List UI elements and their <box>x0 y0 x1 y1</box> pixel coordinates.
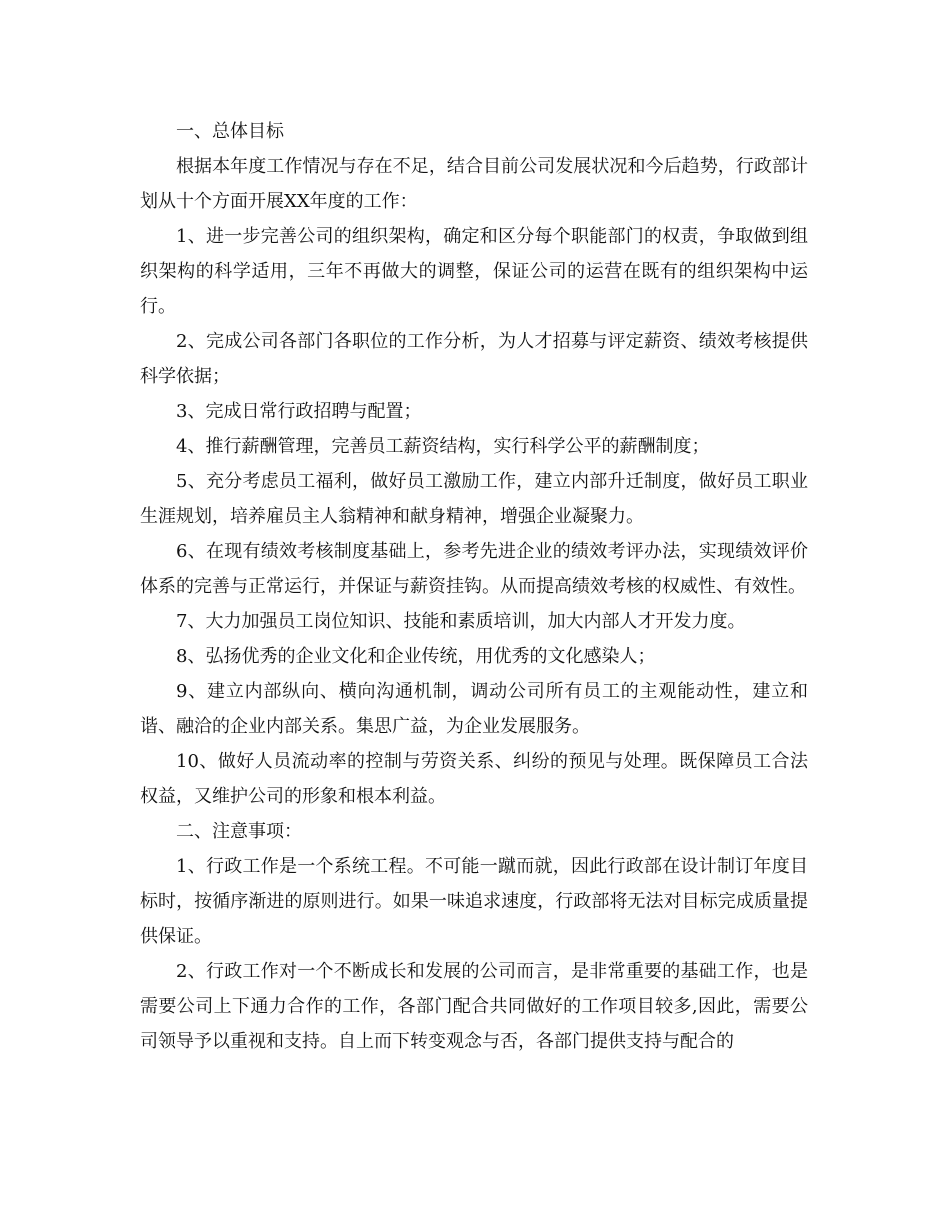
goal-item-4: 4、推行薪酬管理，完善员工薪资结构，实行科学公平的薪酬制度； <box>176 436 710 457</box>
section-heading-notes: 二、注意事项： <box>176 821 302 842</box>
goal-item-6: 6、在现有绩效考核制度基础上，参考先进企业的绩效考评办法，实现绩效评价体系的完善与正常运行，并保证与薪资挂钩。从而提高绩效考核的权威性、有效性。 <box>140 541 808 597</box>
section-heading-overall-goals: 一、总体目标 <box>176 121 284 142</box>
goal-item-3: 3、完成日常行政招聘与配置； <box>176 401 422 422</box>
intro-paragraph: 根据本年度工作情况与存在不足，结合目前公司发展状况和今后趋势，行政部计划从十个方面开展XX年度的工作： <box>140 156 808 212</box>
document-body <box>140 114 808 1059</box>
note-item-1: 1、行政工作是一个系统工程。不可能一蹴而就，因此行政部在设计制订年度目标时，按循序渐进的原则进行。如果一味追求速度，行政部将无法对目标完成质量提供保证。 <box>140 856 808 947</box>
goal-item-8: 8、弘扬优秀的企业文化和企业传统，用优秀的文化感染人； <box>176 646 656 667</box>
goal-item-9: 9、建立内部纵向、横向沟通机制，调动公司所有员工的主观能动性，建立和谐、融洽的企业内部关系。集思广益，为企业发展服务。 <box>140 681 808 737</box>
goal-item-7: 7、大力加强员工岗位知识、技能和素质培训，加大内部人才开发力度。 <box>176 611 746 632</box>
goal-item-10: 10、做好人员流动率的控制与劳资关系、纠纷的预见与处理。既保障员工合法权益，又维护公司的形象和根本利益。 <box>140 751 808 807</box>
goal-item-1: 1、进一步完善公司的组织架构，确定和区分每个职能部门的权责，争取做到组织架构的科学适用，三年不再做大的调整，保证公司的运营在既有的组织架构中运行。 <box>140 226 808 317</box>
goal-item-2: 2、完成公司各部门各职位的工作分析，为人才招募与评定薪资、绩效考核提供科学依据； <box>140 331 808 387</box>
goal-item-5: 5、充分考虑员工福利，做好员工激励工作，建立内部升迁制度，做好员工职业生涯规划，培养雇员主人翁精神和献身精神，增强企业凝聚力。 <box>140 471 808 527</box>
note-item-2: 2、行政工作对一个不断成长和发展的公司而言，是非常重要的基础工作，也是需要公司上下通力合作的工作，各部门配合共同做好的工作项目较多,因此，需要公司领导予以重视和支持。自上而下转变观念与否，各部门提供支持与配合的 <box>140 961 808 1052</box>
